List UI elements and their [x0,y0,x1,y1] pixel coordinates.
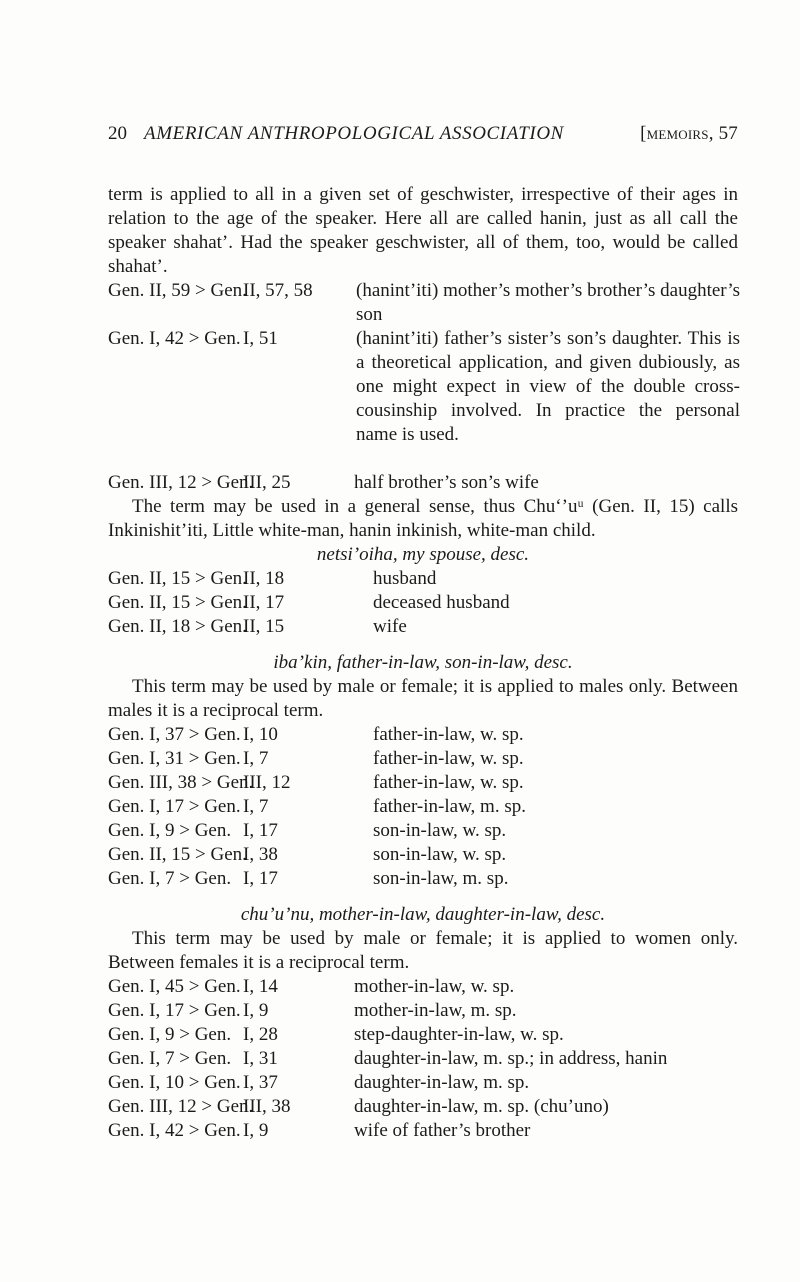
entry-gloss: son-in-law, w. sp. [373,844,507,865]
entry-gloss: step-daughter-in-law, w. sp. [354,1024,564,1045]
entry-row [108,615,738,639]
entry-from: Gen. I, 7 > Gen. [108,868,232,889]
entry-from: Gen. I, 10 > Gen. [108,1072,241,1093]
entry-row [108,771,738,795]
entry-gloss: father-in-law, w. sp. [373,748,524,769]
entry-from: Gen. I, 31 > Gen. [108,748,241,769]
entry-gloss: (hanint’iti) mother’s mother’s brother’s daughter’s son [356,280,740,325]
entry-row [108,723,738,747]
entry-row [108,975,738,999]
entry-to: I, 7 [243,748,269,769]
entry-row [108,1023,738,1047]
entry-gloss: father-in-law, w. sp. [373,772,524,793]
entry-row [108,1071,738,1095]
entry-to: II, 15 [243,616,285,637]
entry-gloss: half brother’s son’s wife [354,472,539,493]
entry-to: III, 12 [243,772,291,793]
entry-gloss: mother-in-law, w. sp. [354,976,515,997]
entry-gloss: father-in-law, w. sp. [373,724,524,745]
entry-from: Gen. I, 9 > Gen. [108,1024,232,1045]
intro-paragraph: term is applied to all in a given set of geschwister, irrespective of their ages in relation to the age of the speaker. Here all are called hanin, just as all call the speaker shahat’. Had the speaker geschwister, all of them, too, would be called shahat’. [108,184,738,277]
entry-gloss: daughter-in-law, m. sp.; in address, hanin [354,1048,668,1069]
entry-from: Gen. I, 9 > Gen. [108,820,232,841]
entry-row [108,567,738,591]
entry-to: I, 17 [243,820,278,841]
entry-gloss: son-in-law, w. sp. [373,820,507,841]
entry-from: Gen. II, 18 > Gen. [108,616,247,637]
entry-from: Gen. III, 38 > Gen. [108,772,254,793]
entry-to: I, 17 [243,868,278,889]
entry-gloss: husband [373,568,437,589]
entry-row [108,819,738,843]
running-header [108,122,738,146]
entry-to: II, 17 [243,592,285,613]
entry-to: I, 10 [243,724,278,745]
entry-row [108,591,738,615]
section-note: This term may be used by male or female; it is applied to males only. Between males it is a reciprocal term. [108,676,738,721]
section-heading: chu’u’nu, mother-in-law, daughter-in-law, desc. [240,904,606,925]
entry-gloss: son-in-law, m. sp. [373,868,509,889]
entry-to: II, 18 [243,568,285,589]
entry-to: III, 38 [243,1096,291,1117]
entry-from: Gen. II, 15 > Gen. [108,592,247,613]
entry-row [108,843,738,867]
entry-from: Gen. I, 17 > Gen. [108,1000,241,1021]
entry-from: Gen. I, 7 > Gen. [108,1048,232,1069]
entry-from: Gen. II, 15 > Gen. [108,844,247,865]
entry-row [108,1047,738,1071]
entry-gloss: mother-in-law, m. sp. [354,1000,517,1021]
entry-to: III, 25 [243,472,291,493]
page-number: 20 [108,123,127,144]
entry-gloss: deceased husband [373,592,510,613]
entry-to: I, 51 [243,328,278,349]
entry-gloss: daughter-in-law, m. sp. (chu’uno) [354,1096,609,1117]
entry-row [108,471,738,495]
journal-title: AMERICAN ANTHROPOLOGICAL ASSOCIATION [144,123,564,144]
entry-to: I, 9 [243,1000,269,1021]
section-heading: netsi’oiha, my spouse, desc. [316,544,530,565]
entry-from: Gen. I, 17 > Gen. [108,796,241,817]
entry-gloss: wife [373,616,407,637]
hanin-note: The term may be used in a general sense, thus Chu‘’uᵘ (Gen. II, 15) calls Inkinishit’iti, Little white-man, hanin inkinish, white-man child. [108,496,738,541]
entry-gloss: (hanint’iti) father’s sister’s son’s daughter. This is a theoretical application, and given dubiously, as one might expect in view of the double cross-cousinship involved. In practice the personal name is used. [356,328,740,445]
entry-to: I, 37 [243,1072,278,1093]
entry-from: Gen. I, 45 > Gen. [108,976,241,997]
entry-to: I, 9 [243,1120,269,1141]
series-label: [memoirs, 57 [640,123,738,144]
entry-from: Gen. I, 37 > Gen. [108,724,241,745]
entry-to: II, 57, 58 [243,280,313,301]
section-heading: iba’kin, father-in-law, son-in-law, desc. [273,652,573,673]
entry-row [108,999,738,1023]
entry-from: Gen. III, 12 > Gen. [108,1096,254,1117]
entry-to: I, 38 [243,844,278,865]
entry-to: I, 14 [243,976,278,997]
entry-row [108,795,738,819]
entry-from: Gen. I, 42 > Gen. [108,1120,241,1141]
entry-from: Gen. III, 12 > Gen. [108,472,254,493]
entry-row [108,747,738,771]
entry-from: Gen. II, 59 > Gen. [108,280,247,301]
entry-from: Gen. I, 42 > Gen. [108,328,241,349]
entry-gloss: wife of father’s brother [354,1120,531,1141]
entry-gloss: father-in-law, m. sp. [373,796,526,817]
entry-row [108,1095,738,1119]
entry-row [108,1119,738,1143]
entry-to: I, 31 [243,1048,278,1069]
entry-row [108,867,738,891]
entry-gloss: daughter-in-law, m. sp. [354,1072,530,1093]
entry-to: I, 7 [243,796,269,817]
entry-to: I, 28 [243,1024,278,1045]
entry-from: Gen. II, 15 > Gen. [108,568,247,589]
section-note: This term may be used by male or female; it is applied to women only. Between females it is a reciprocal term. [108,928,738,973]
